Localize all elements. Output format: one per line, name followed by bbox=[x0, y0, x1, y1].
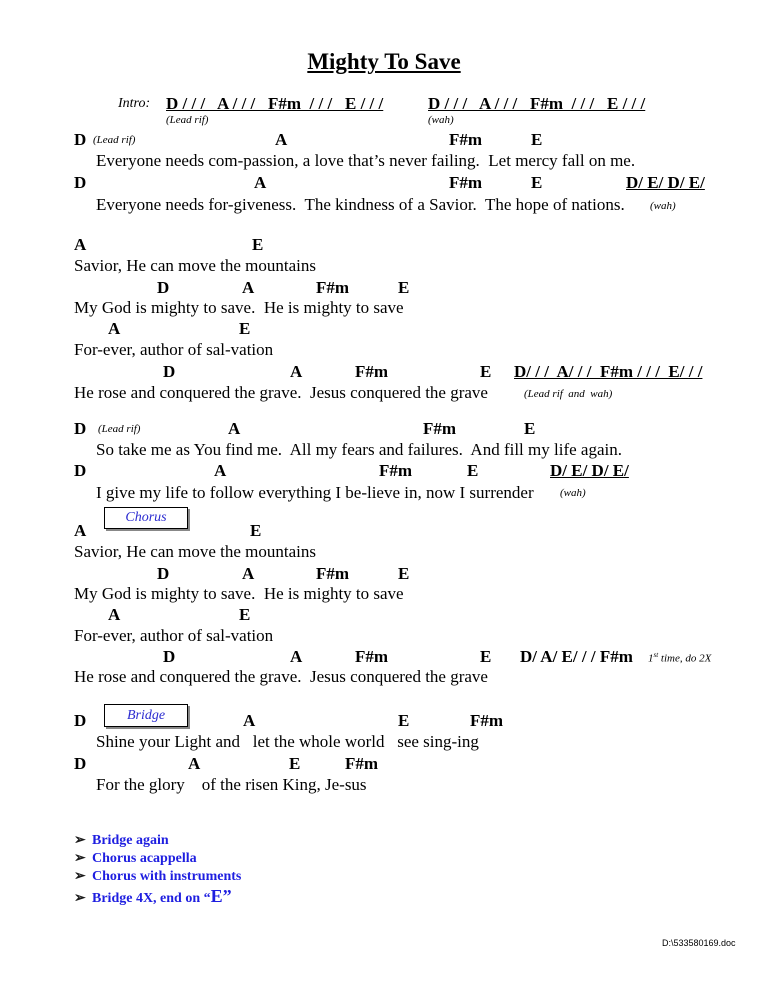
arrow-bullet-icon: ➢ bbox=[74, 851, 86, 866]
verse1-chord-fm: F#m bbox=[449, 130, 483, 149]
chorus1-chord-a4: A bbox=[290, 362, 303, 381]
verse2-lyric-2: I give my life to follow everything I be-lieve in, now I surrender bbox=[96, 483, 534, 502]
chorus2-lyric-4: He rose and conquered the grave. Jesus conquered the grave bbox=[74, 667, 488, 686]
chorus1-tail-chords: D/ / / A/ / / F#m / / / E/ / / bbox=[514, 362, 703, 381]
intro-note-2: (wah) bbox=[428, 114, 454, 126]
arrow-bullet-icon: ➢ bbox=[74, 869, 86, 884]
chorus1-note: (Lead rif and wah) bbox=[524, 388, 613, 400]
chorus1-chord-e4: E bbox=[480, 362, 492, 381]
instruction-item: ➢ Chorus acappella bbox=[74, 851, 197, 866]
chorus2-chord-a4: A bbox=[290, 647, 303, 666]
verse2-chord-e: E bbox=[524, 419, 536, 438]
bridge-chord-fm: F#m bbox=[470, 711, 504, 730]
chorus1-chord-a3: A bbox=[108, 319, 121, 338]
bridge-chord-a2: A bbox=[188, 754, 201, 773]
chorus1-chord-e3: E bbox=[239, 319, 251, 338]
chorus2-chord-a2: A bbox=[242, 564, 255, 583]
chorus1-lyric-2: My God is mighty to save. He is mighty to save bbox=[74, 298, 404, 317]
verse2-tail-chords: D/ E/ D/ E/ bbox=[550, 461, 629, 480]
bridge-chord-d: D bbox=[74, 711, 87, 730]
chorus2-lyric-2: My God is mighty to save. He is mighty to save bbox=[74, 584, 404, 603]
chorus1-chord-fm4: F#m bbox=[355, 362, 389, 381]
verse2-chord-fm2: F#m bbox=[379, 461, 413, 480]
bridge-chord-e: E bbox=[398, 711, 410, 730]
chorus2-repeat-note: 1st time, do 2X bbox=[648, 651, 712, 665]
intro-chords-2: D / / / A / / / F#m / / / E / / / bbox=[428, 94, 646, 113]
chorus1-chord-a: A bbox=[74, 235, 87, 254]
verse1-tail-chords: D/ E/ D/ E/ bbox=[626, 173, 705, 192]
verse1-chord-fm2: F#m bbox=[449, 173, 483, 192]
verse2-chord-a: A bbox=[228, 419, 241, 438]
chorus2-chord-e2: E bbox=[398, 564, 410, 583]
instruction-item: ➢ Chorus with instruments bbox=[74, 869, 242, 884]
verse2-chord-e2: E bbox=[467, 461, 479, 480]
verse1-note-leadrif: (Lead rif) bbox=[93, 134, 136, 146]
chorus1-chord-e2: E bbox=[398, 278, 410, 297]
verse2-note-leadrif: (Lead rif) bbox=[98, 423, 141, 435]
verse1-chord-a2: A bbox=[254, 173, 267, 192]
arrow-bullet-icon: ➢ bbox=[74, 891, 86, 906]
verse1-chord-e2: E bbox=[531, 173, 543, 192]
chorus2-chord-d: D bbox=[157, 564, 170, 583]
file-path-footer: D:\533580169.doc bbox=[662, 938, 736, 948]
bridge-chord-fm2: F#m bbox=[345, 754, 379, 773]
intro-note-1: (Lead rif) bbox=[166, 114, 209, 126]
bridge-chord-e2: E bbox=[289, 754, 301, 773]
chorus1-lyric-4: He rose and conquered the grave. Jesus conquered the grave bbox=[74, 383, 488, 402]
chorus2-chord-e: E bbox=[250, 521, 262, 540]
chorus2-tail-chords: D/ A/ E/ / / F#m bbox=[520, 647, 633, 666]
verse2-chord-fm: F#m bbox=[423, 419, 457, 438]
page-title: Mighty To Save bbox=[307, 49, 461, 74]
verse1-chord-a: A bbox=[275, 130, 288, 149]
chorus1-lyric-3: For-ever, author of sal-vation bbox=[74, 340, 274, 359]
verse1-chord-d: D bbox=[74, 130, 87, 149]
chorus1-lyric-1: Savior, He can move the mountains bbox=[74, 256, 316, 275]
chorus-section-label: Chorus bbox=[104, 507, 188, 529]
chorus2-chord-fm: F#m bbox=[316, 564, 350, 583]
chorus2-chord-a: A bbox=[74, 521, 87, 540]
chorus2-chord-d4: D bbox=[163, 647, 176, 666]
verse1-lyric-2: Everyone needs for-giveness. The kindness of a Savior. The hope of nations. bbox=[96, 195, 625, 214]
chorus1-chord-e: E bbox=[252, 235, 264, 254]
verse1-note-wah: (wah) bbox=[650, 200, 676, 212]
intro-label: Intro: bbox=[118, 96, 151, 111]
verse1-chord-e: E bbox=[531, 130, 543, 149]
chorus1-chord-a2: A bbox=[242, 278, 255, 297]
instruction-item: ➢ Bridge again bbox=[74, 833, 169, 848]
chorus1-chord-fm: F#m bbox=[316, 278, 350, 297]
chorus2-lyric-1: Savior, He can move the mountains bbox=[74, 542, 316, 561]
bridge-lyric-1: Shine your Light and let the whole world see sing-ing bbox=[96, 732, 479, 751]
verse2-chord-a2: A bbox=[214, 461, 227, 480]
bridge-lyric-2: For the glory of the risen King, Je-sus bbox=[96, 775, 367, 794]
verse1-lyric-1: Everyone needs com-passion, a love that’s never failing. Let mercy fall on me. bbox=[96, 151, 636, 170]
chorus2-chord-e3: E bbox=[239, 605, 251, 624]
verse2-lyric-1: So take me as You find me. All my fears and failures. And fill my life again. bbox=[96, 440, 622, 459]
bridge-section-label: Bridge bbox=[104, 704, 188, 727]
bridge-chord-a: A bbox=[243, 711, 256, 730]
intro-chords-1: D / / / A / / / F#m / / / E / / / bbox=[166, 94, 384, 113]
bridge-chord-d2: D bbox=[74, 754, 87, 773]
verse2-chord-d: D bbox=[74, 419, 87, 438]
chorus2-chord-a3: A bbox=[108, 605, 121, 624]
chorus2-chord-e4: E bbox=[480, 647, 492, 666]
chorus2-lyric-3: For-ever, author of sal-vation bbox=[74, 626, 274, 645]
chorus1-chord-d4: D bbox=[163, 362, 176, 381]
chorus1-chord-d: D bbox=[157, 278, 170, 297]
chorus2-chord-fm4: F#m bbox=[355, 647, 389, 666]
verse2-chord-d2: D bbox=[74, 461, 87, 480]
verse1-chord-d2: D bbox=[74, 173, 87, 192]
verse2-note-wah: (wah) bbox=[560, 487, 586, 499]
arrow-bullet-icon: ➢ bbox=[74, 833, 86, 848]
instruction-item: ➢ Bridge 4X, end on “E” bbox=[74, 886, 232, 906]
